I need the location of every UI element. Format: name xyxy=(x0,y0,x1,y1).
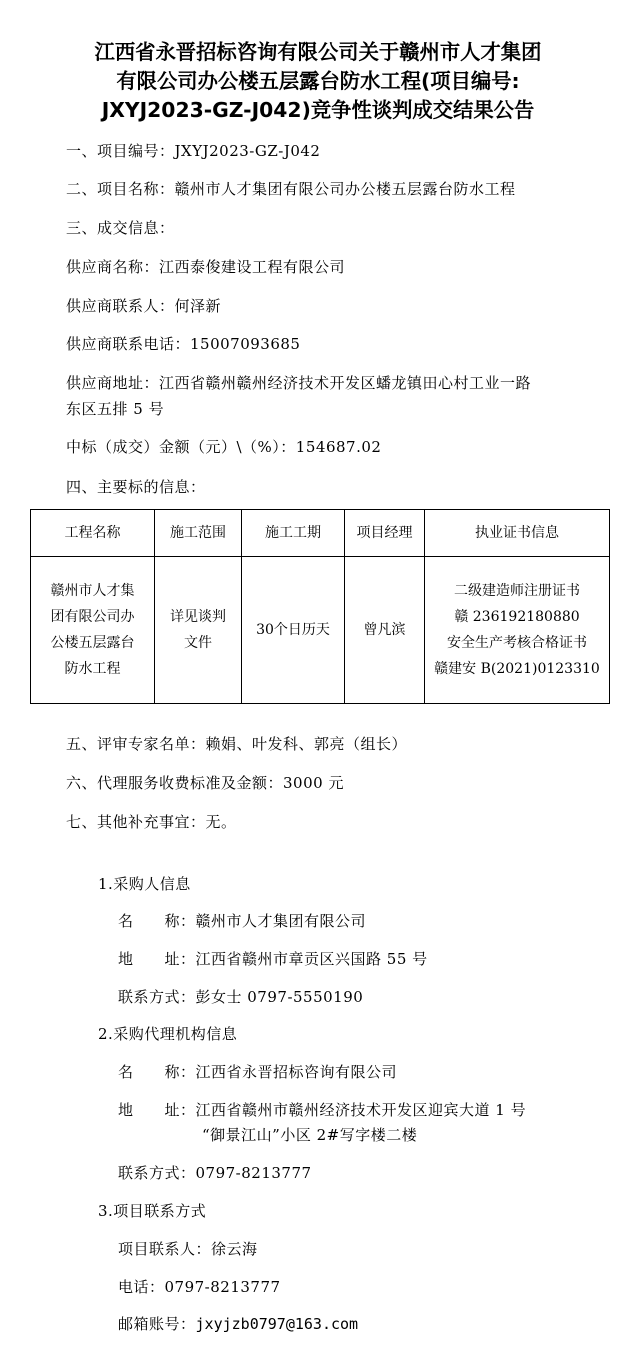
agency-contact: 联系方式：0797-8213777 xyxy=(118,1164,312,1182)
document-title xyxy=(0,38,636,125)
purchaser-contact: 联系方式：彭女士 0797-5550190 xyxy=(118,988,364,1006)
email-address: jxyjzb0797@163.com xyxy=(195,1315,359,1333)
agency-fee: 六、代理服务收费标准及金额：3000 元 xyxy=(66,774,344,792)
header-duration: 施工工期 xyxy=(242,510,345,557)
purchaser-name: 名 称：赣州市人才集团有限公司 xyxy=(118,912,367,930)
table-row xyxy=(31,557,610,704)
project-contact-person: 项目联系人：徐云海 xyxy=(118,1240,258,1258)
cell-manager: 曾凡滨 xyxy=(345,557,425,704)
project-contact-email xyxy=(118,1314,358,1334)
header-project-name: 工程名称 xyxy=(31,510,155,557)
title-line-2: 有限公司办公楼五层露台防水工程(项目编号: xyxy=(116,69,520,93)
supplier-address-line-2: 东区五排 5 号 xyxy=(66,400,165,418)
purchaser-address: 地 址：江西省赣州市章贡区兴国路 55 号 xyxy=(118,950,428,968)
cell-duration: 30个日历天 xyxy=(242,557,345,704)
deal-info-heading: 三、成交信息： xyxy=(66,219,175,237)
agency-heading: 2.采购代理机构信息 xyxy=(98,1025,238,1043)
table-header-row xyxy=(31,510,610,557)
supplier-address-line-1: 供应商地址：江西省赣州赣州经济技术开发区蟠龙镇田心村工业一路 xyxy=(66,374,532,392)
project-contact-phone: 电话：0797-8213777 xyxy=(118,1278,281,1296)
project-name: 二、项目名称：赣州市人才集团有限公司办公楼五层露台防水工程 xyxy=(66,180,516,198)
header-certificate: 执业证书信息 xyxy=(425,510,610,557)
header-manager: 项目经理 xyxy=(345,510,425,557)
title-line-1: 江西省永晋招标咨询有限公司关于赣州市人才集团 xyxy=(94,40,542,64)
supplier-phone: 供应商联系电话：15007093685 xyxy=(66,335,301,353)
award-amount: 中标（成交）金额（元）\（%）：154687.02 xyxy=(66,438,382,456)
main-subject-heading: 四、主要标的信息： xyxy=(66,478,206,496)
agency-address-line-2: “御景江山”小区 2#写字楼二楼 xyxy=(202,1126,418,1144)
cell-scope: 详见谈判 文件 xyxy=(155,557,242,704)
supplier-contact: 供应商联系人：何泽新 xyxy=(66,297,222,315)
supplier-name: 供应商名称：江西泰俊建设工程有限公司 xyxy=(66,258,346,276)
purchaser-heading: 1.采购人信息 xyxy=(98,875,191,893)
review-experts: 五、评审专家名单：赖娟、叶发科、郭亮（组长） xyxy=(66,735,408,753)
cell-project-name: 赣州市人才集 团有限公司办 公楼五层露台 防水工程 xyxy=(31,557,155,704)
email-label: 邮箱账号： xyxy=(118,1315,196,1333)
title-line-3: JXYJ2023-GZ-J042)竞争性谈判成交结果公告 xyxy=(101,98,535,122)
project-contact-heading: 3.项目联系方式 xyxy=(98,1202,207,1220)
agency-address-line-1: 地 址：江西省赣州市赣州经济技术开发区迎宾大道 1 号 xyxy=(118,1101,527,1119)
other-matters: 七、其他补充事宜：无。 xyxy=(66,813,237,831)
project-number: 一、项目编号：JXYJ2023-GZ-J042 xyxy=(66,142,321,160)
header-scope: 施工范围 xyxy=(155,510,242,557)
cell-certificate: 二级建造师注册证书 赣 236192180880 安全生产考核合格证书 赣建安 B(2021)0123310 xyxy=(425,557,610,704)
agency-name: 名 称：江西省永晋招标咨询有限公司 xyxy=(118,1063,398,1081)
main-subject-table xyxy=(30,509,610,704)
